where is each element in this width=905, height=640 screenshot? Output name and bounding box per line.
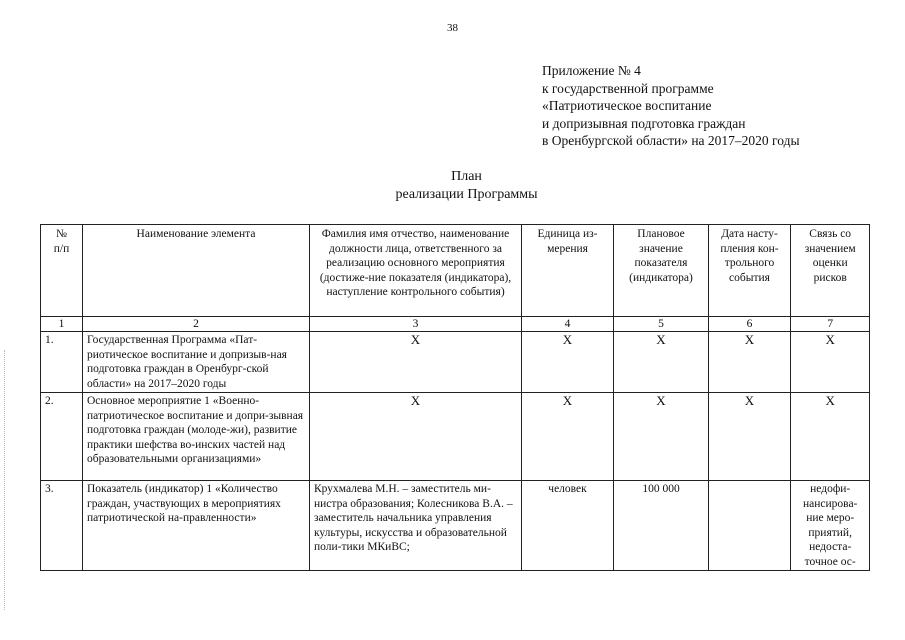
column-number: 5 [614, 317, 709, 332]
appendix-line: «Патриотическое воспитание [542, 98, 712, 113]
column-number: 6 [709, 317, 791, 332]
header-unit: Единица из-мерения [522, 225, 614, 317]
column-number-row [41, 317, 870, 332]
row-risk: недофи-нансирова-ние меро-приятий, недоста-точное ос- [791, 481, 870, 571]
appendix-line: и допризывная подготовка граждан [542, 115, 746, 131]
plan-table [40, 224, 870, 571]
row-name: Показатель (индикатор) 1 «Количество граждан, участвующих в мероприятиях патриотической на-правленности» [83, 481, 310, 571]
row-unit: X [522, 393, 614, 481]
column-number: 1 [41, 317, 83, 332]
table-row [41, 332, 870, 393]
column-number: 3 [310, 317, 522, 332]
row-responsible: X [310, 393, 522, 481]
appendix-line: к государственной программе [542, 80, 714, 96]
table-row [41, 481, 870, 571]
header-planned: Плановое значение показателя (индикатора) [614, 225, 709, 317]
row-risk: X [791, 332, 870, 393]
header-name: Наименование элемента [83, 225, 310, 317]
column-number: 4 [522, 317, 614, 332]
scan-edge-marks [4, 350, 7, 610]
header-risk: Связь со значением оценки рисков [791, 225, 870, 317]
table-header-row [41, 225, 870, 317]
document-title [0, 168, 905, 204]
row-num: 2. [41, 393, 83, 481]
row-planned: X [614, 332, 709, 393]
table-row [41, 393, 870, 481]
column-number: 7 [791, 317, 870, 332]
row-date: X [709, 393, 791, 481]
header-date: Дата насту-пления кон-трольного события [709, 225, 791, 317]
row-name: Государственная Программа «Пат-риотическое воспитание и допризыв-ная подготовка граждан в Оренбург-ской области» на 2017–2020 годы [83, 332, 310, 393]
row-planned: X [614, 393, 709, 481]
row-planned: 100 000 [614, 481, 709, 571]
title-line-2: реализации Программы [395, 187, 538, 202]
row-risk: X [791, 393, 870, 481]
column-number: 2 [83, 317, 310, 332]
row-num: 3. [41, 481, 83, 571]
header-responsible: Фамилия имя отчество, наименование должности лица, ответственного за реализацию основного мероприятия (достиже-ние показателя (индикатора), наступление контрольного события) [310, 225, 522, 317]
row-date: X [709, 332, 791, 393]
row-name: Основное мероприятие 1 «Военно-патриотическое воспитание и допри-зывная подготовка граждан (молоде-жи), развитие практики шефства во-инских частей над образовательными организациями» [83, 393, 310, 481]
row-unit: человек [522, 481, 614, 571]
header-num: № п/п [41, 225, 83, 317]
row-unit: X [522, 332, 614, 393]
appendix-line: в Оренбургской области» на 2017–2020 годы [542, 133, 800, 148]
appendix-header [542, 62, 800, 150]
title-line-1: План [451, 169, 482, 184]
row-responsible: Крухмалева М.Н. – заместитель ми-нистра образования; Колесникова В.А. – заместитель начальника управления культуры, искусства и образовательной поли-тики МКиВС; [310, 481, 522, 571]
row-responsible: X [310, 332, 522, 393]
page-number: 38 [447, 22, 458, 34]
row-num: 1. [41, 332, 83, 393]
appendix-line: Приложение № 4 [542, 63, 641, 78]
row-date [709, 481, 791, 571]
